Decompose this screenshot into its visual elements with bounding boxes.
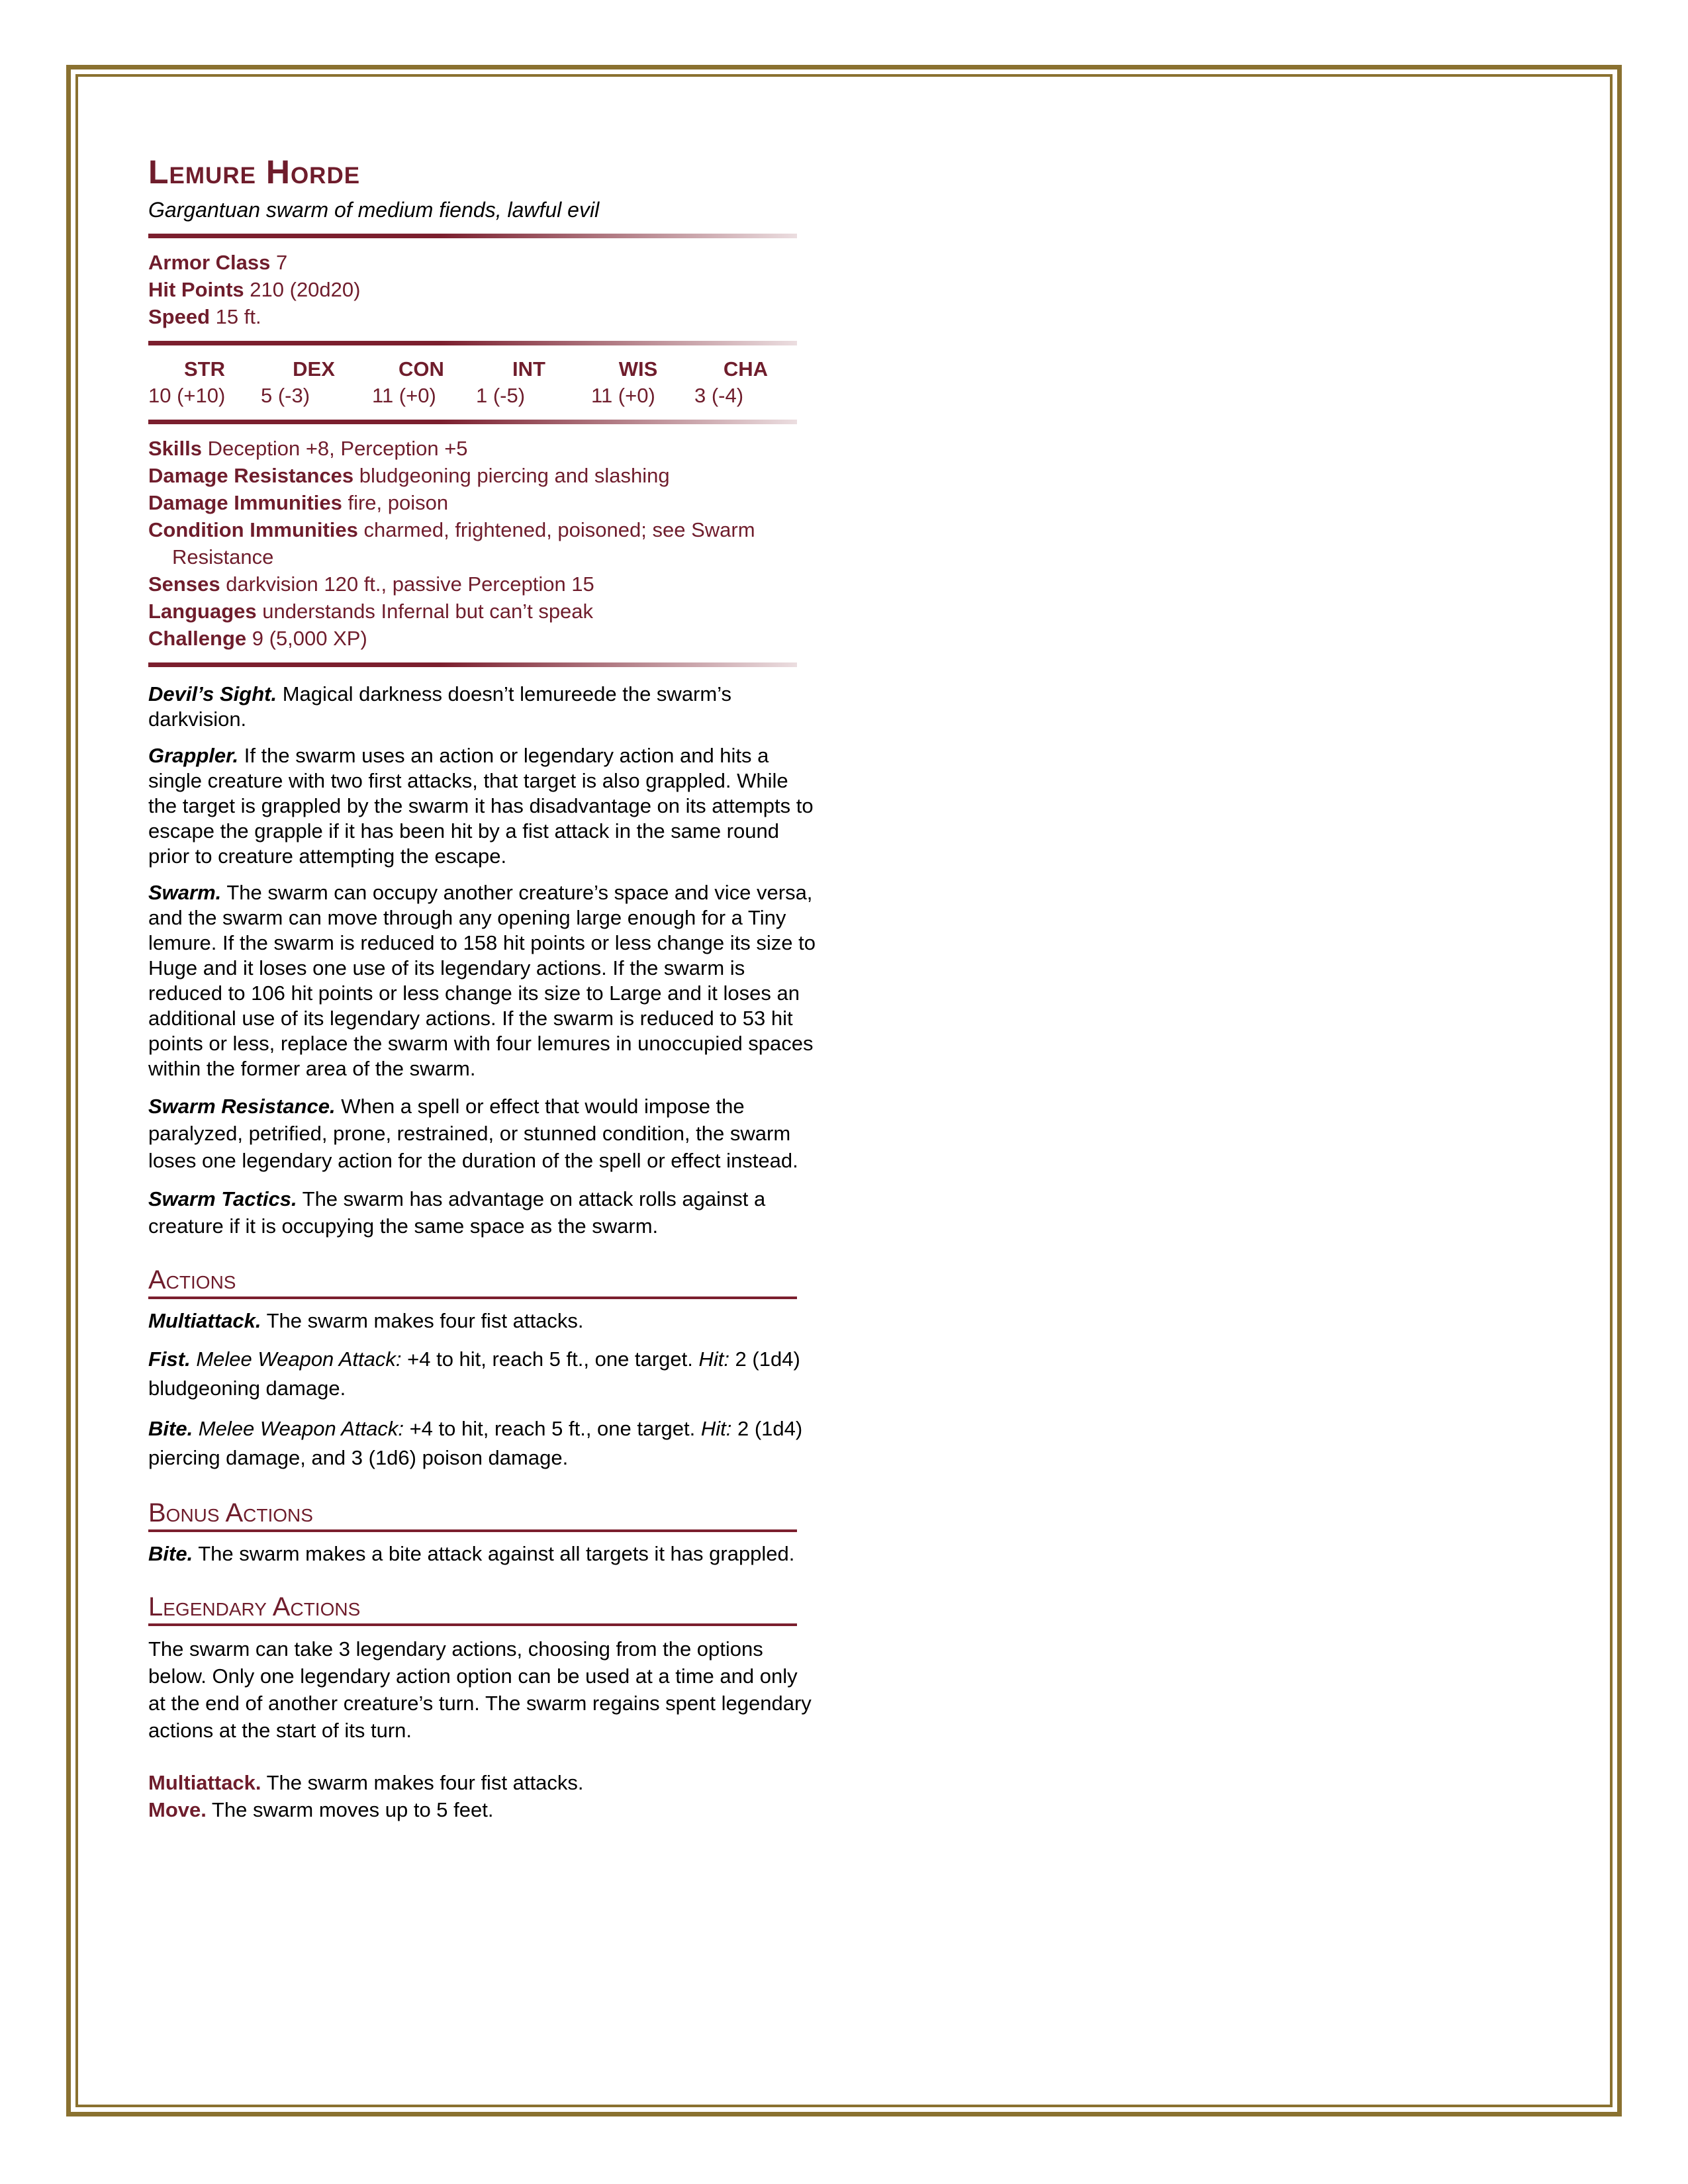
speed: Speed 15 ft. — [148, 305, 261, 328]
languages: Languages understands Infernal but can’t speak — [148, 600, 594, 623]
action-bite: Bite. Melee Weapon Attack: +4 to hit, reach 5 ft., one target. Hit: 2 (1d4) piercing damage, and 3 (1d6) poison damage. — [148, 1417, 803, 1469]
ability-header-wis: WIS — [618, 357, 658, 381]
ability-header-cha: CHA — [723, 357, 769, 381]
ability-value-dex: 5 (-3) — [261, 384, 310, 407]
ability-value-str: 10 (+10) — [148, 384, 226, 407]
divider-bar — [148, 420, 797, 424]
trait-grappler: Grappler. If the swarm uses an action or legendary action and hits a single creature with two first attacks, that target is also grappled. While the target is grappled by the swarm it has disadvantage on its attempts to escape the grapple if it has been hit by a fist attack in the same round prior to creature attempting the escape. — [148, 744, 814, 868]
legendary-action-multiattack: Multiattack. The swarm makes four fist attacks. — [148, 1771, 584, 1794]
hit-points: Hit Points 210 (20d20) — [148, 278, 361, 301]
bonus-action-bite: Bite. The swarm makes a bite attack against all targets it has grappled. — [148, 1542, 795, 1565]
action-multiattack: Multiattack. The swarm makes four fist attacks. — [148, 1309, 584, 1332]
challenge: Challenge 9 (5,000 XP) — [148, 627, 367, 650]
ability-header-str: STR — [184, 357, 225, 381]
senses: Senses darkvision 120 ft., passive Perception 15 — [148, 572, 594, 596]
trait-swarm-tactics: Swarm Tactics. The swarm has advantage on attack rolls against a creature if it is occupying the same space as the swarm. — [148, 1187, 766, 1238]
damage-immunities: Damage Immunities fire, poison — [148, 491, 449, 514]
ability-header-int: INT — [512, 357, 545, 381]
legendary-action-move: Move. The swarm moves up to 5 feet. — [148, 1798, 494, 1821]
damage-resistances: Damage Resistances bludgeoning piercing and slashing — [148, 464, 670, 487]
ability-value-wis: 11 (+0) — [591, 384, 655, 407]
skills: Skills Deception +8, Perception +5 — [148, 437, 468, 460]
condition-immunities: Condition Immunities charmed, frightened, poisoned; see Swarm Resistance — [148, 518, 755, 569]
legendary-actions-intro: The swarm can take 3 legendary actions, choosing from the options below. Only one legendary action option can be used at a time and only at the end of another creature’s turn. The swarm regains spent legendary actions at the start of its turn. — [148, 1637, 812, 1742]
divider-bar — [148, 234, 797, 238]
stat-block — [148, 149, 817, 1823]
monster-meta: Gargantuan swarm of medium fiends, lawful evil — [148, 198, 600, 222]
actions-heading: Actions — [148, 1263, 797, 1299]
monster-name: Lemure Horde — [148, 154, 361, 191]
trait-swarm: Swarm. The swarm can occupy another creature’s space and vice versa, and the swarm can move through any opening large enough for a Tiny lemure. If the swarm is reduced to 158 hit points or less change its size to Huge and it loses one use of its legendary actions. If the swarm is reduced to 106 hit points or less change its size to Large and it loses an additional use of its legendary actions. If the swarm is reduced to 53 hit points or less, replace the swarm with four lemures in unoccupied spaces within the former area of the swarm. — [148, 881, 816, 1080]
divider-bar — [148, 341, 797, 345]
ability-values — [148, 383, 797, 409]
bonus-actions-heading: Bonus Actions — [148, 1496, 797, 1532]
ability-value-int: 1 (-5) — [476, 384, 526, 407]
divider-bar — [148, 662, 797, 667]
armor-class: Armor Class 7 — [148, 251, 288, 274]
ability-value-cha: 3 (-4) — [694, 384, 744, 407]
action-fist: Fist. Melee Weapon Attack: +4 to hit, reach 5 ft., one target. Hit: 2 (1d4) bludgeoning damage. — [148, 1347, 800, 1400]
legendary-actions-heading: Legendary Actions — [148, 1590, 797, 1626]
ability-header-con: CON — [399, 357, 444, 381]
trait-devils-sight: Devil’s Sight. Magical darkness doesn’t lemureede the swarm’s darkvision. — [148, 682, 732, 731]
ability-value-con: 11 (+0) — [372, 384, 436, 407]
ability-header-dex: DEX — [293, 357, 335, 381]
ability-headers — [148, 356, 797, 383]
trait-swarm-resistance: Swarm Resistance. When a spell or effect that would impose the paralyzed, petrified, prone, restrained, or stunned condition, the swarm loses one legendary action for the duration of the spell or effect instead. — [148, 1095, 798, 1172]
